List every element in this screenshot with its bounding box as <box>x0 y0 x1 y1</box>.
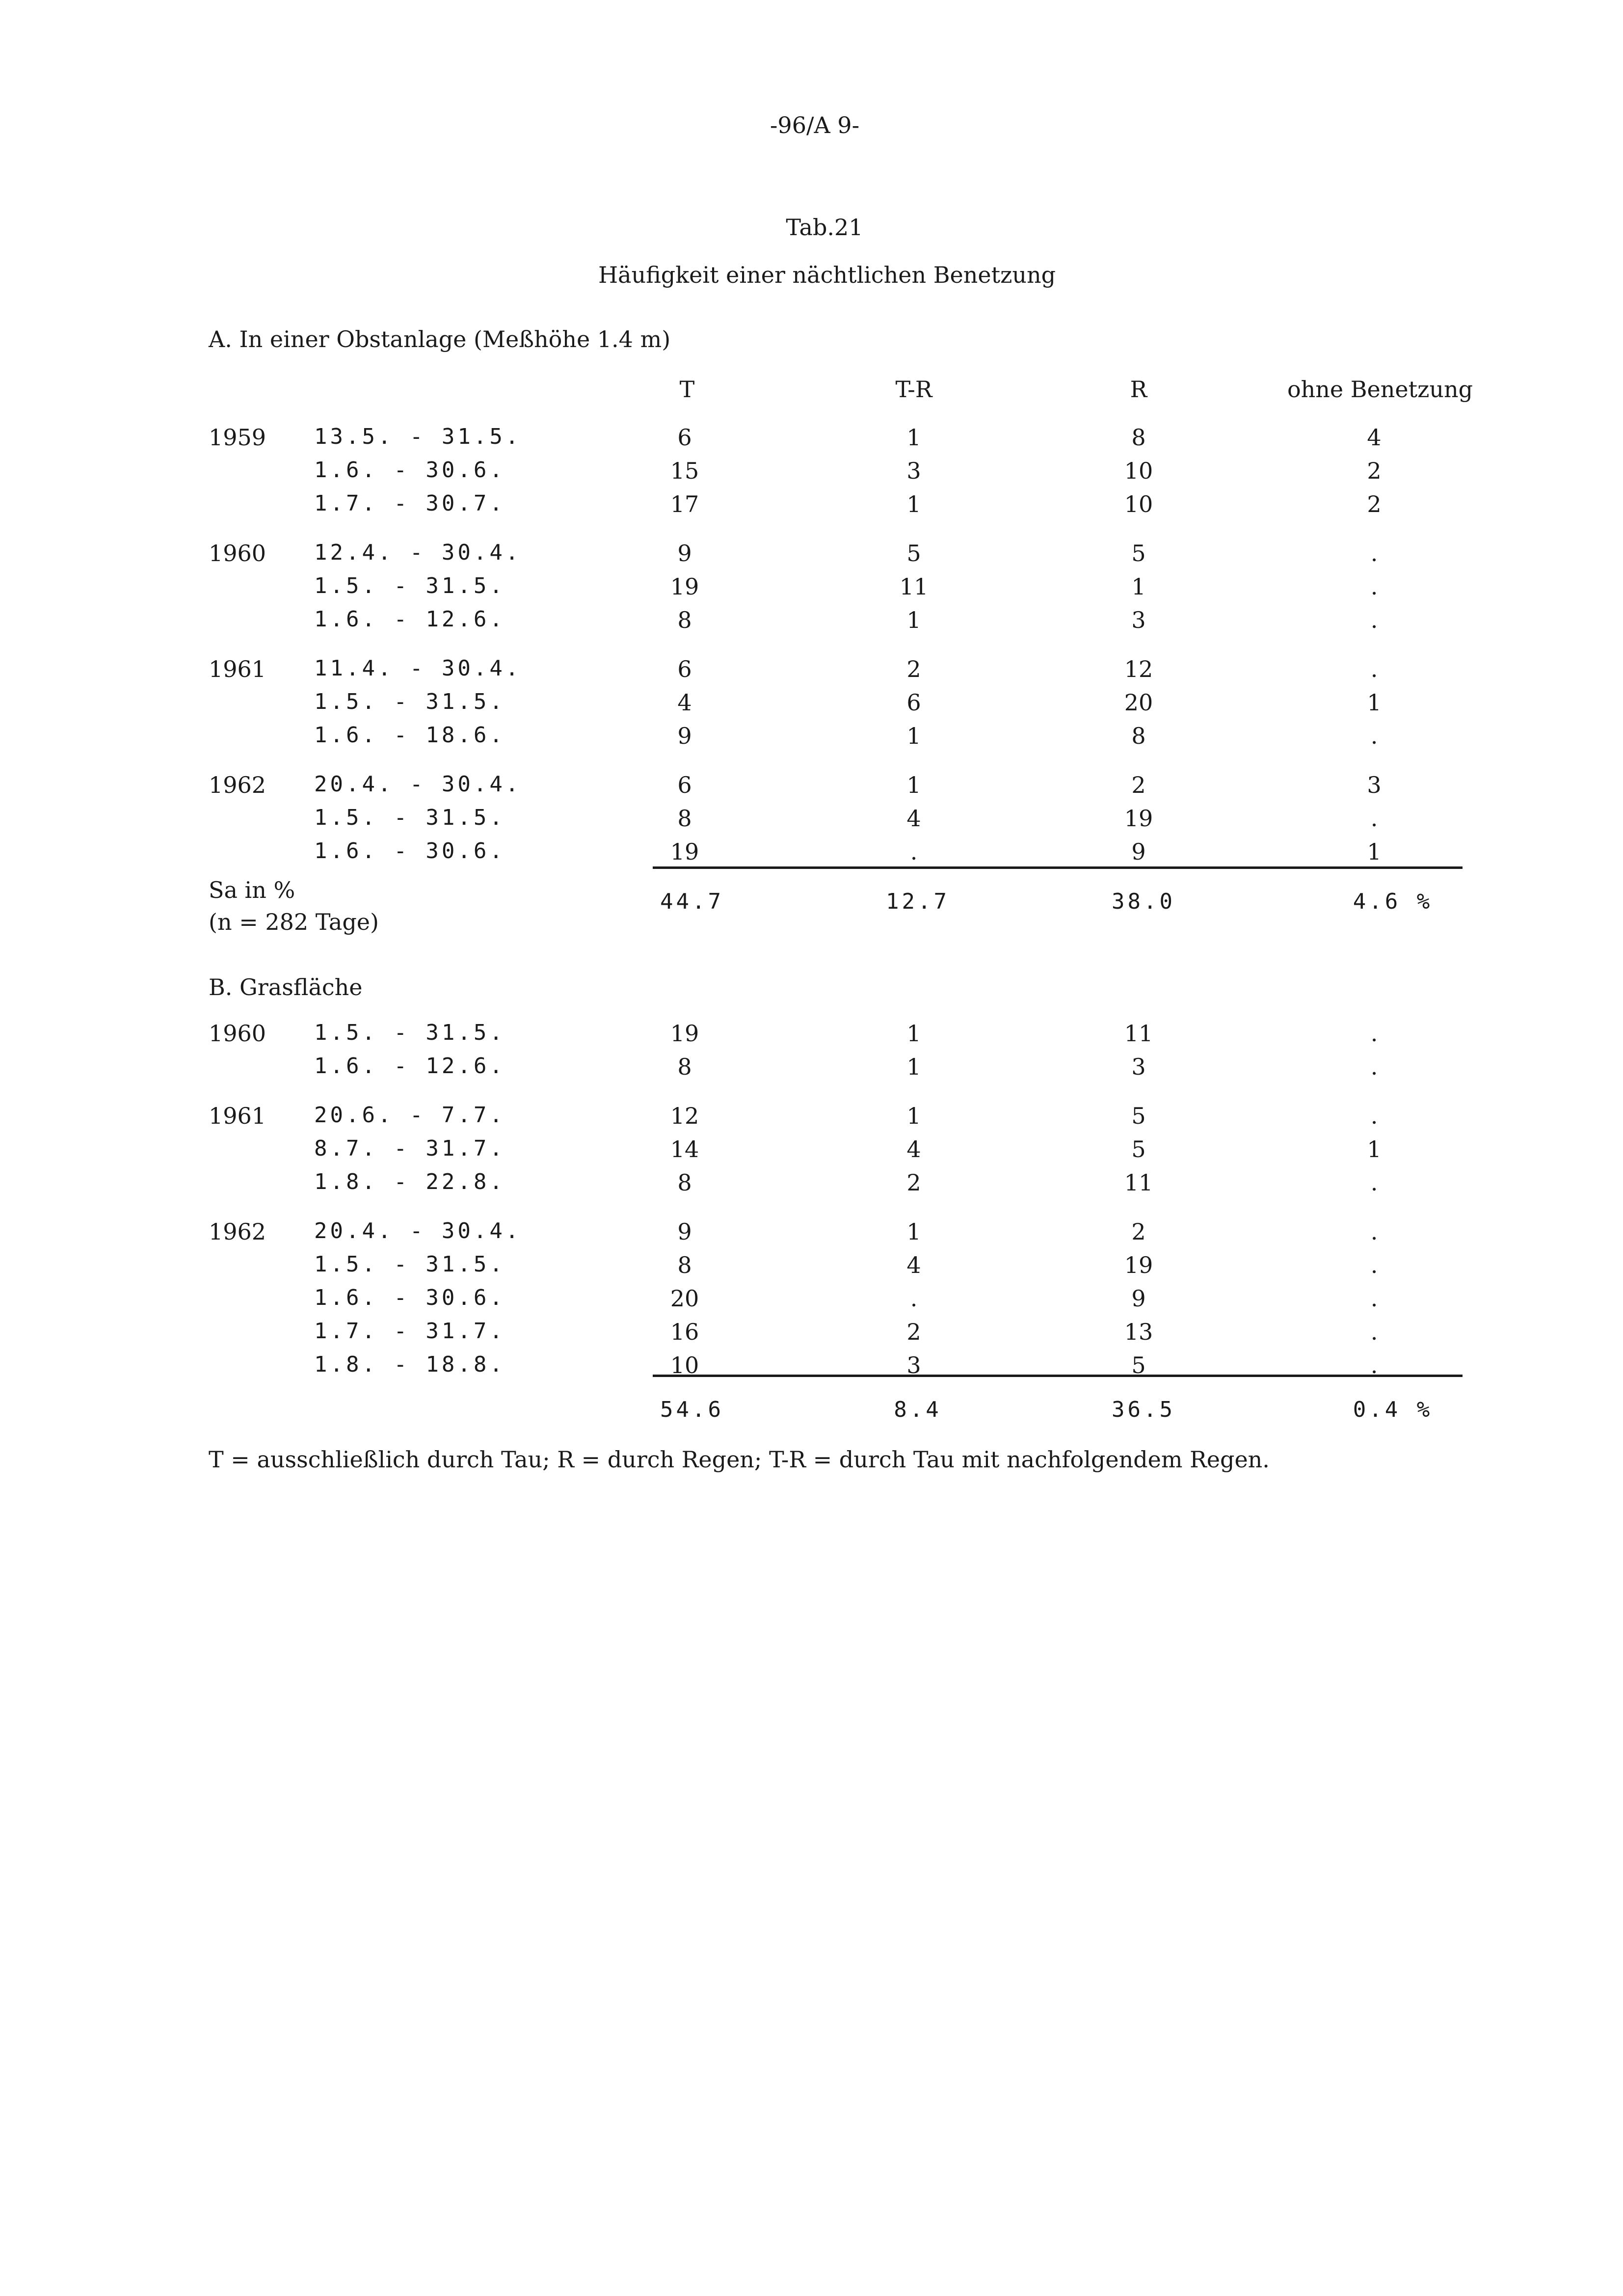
value-cell: 1 <box>1131 573 1146 600</box>
value-cell: 9 <box>1131 1285 1146 1312</box>
value-cell: . <box>1370 1252 1378 1278</box>
value-cell: . <box>1370 1218 1378 1245</box>
value-cell: 11 <box>899 573 929 600</box>
year-label: 1959 <box>209 424 266 451</box>
value-cell: 1 <box>906 1053 921 1080</box>
value-cell: . <box>1370 1319 1378 1345</box>
column-header-t-r: T-R <box>895 376 932 403</box>
period-cell: 1.6. - 30.6. <box>314 838 506 864</box>
value-cell: . <box>1370 656 1378 682</box>
value-cell: 1 <box>1367 838 1382 865</box>
value-cell: . <box>1370 573 1378 600</box>
value-cell: . <box>1370 1285 1378 1312</box>
period-cell: 20.4. - 30.4. <box>314 772 522 797</box>
value-cell: 8 <box>677 607 692 633</box>
period-cell: 1.5. - 31.5. <box>314 573 506 598</box>
value-cell: 9 <box>677 1218 692 1245</box>
period-cell: 1.6. - 30.6. <box>314 458 506 483</box>
value-cell: 3 <box>1131 1053 1146 1080</box>
value-cell: 4 <box>906 1136 921 1162</box>
value-cell: 2 <box>906 656 921 682</box>
value-cell: 14 <box>670 1136 699 1162</box>
section-b-total-r: 36.5 <box>1112 1397 1175 1422</box>
footnote: T = ausschließlich durch Tau; R = durch Regen; T-R = durch Tau mit nachfolgendem Regen. <box>209 1446 1270 1473</box>
value-cell: 10 <box>670 1352 699 1378</box>
section-b-total-t-r: 8.4 <box>894 1397 942 1422</box>
value-cell: . <box>1370 723 1378 749</box>
section-a-summary-note: (n = 282 Tage) <box>209 909 379 935</box>
period-cell: 1.6. - 18.6. <box>314 723 506 748</box>
value-cell: . <box>1370 1103 1378 1129</box>
year-label: 1960 <box>209 1020 266 1047</box>
section-a-summary-label: Sa in % <box>209 877 295 903</box>
section-b-total-ohne: 0.4 % <box>1353 1397 1433 1422</box>
value-cell: 5 <box>1131 540 1146 567</box>
value-cell: 1 <box>906 772 921 798</box>
period-cell: 1.8. - 22.8. <box>314 1169 506 1194</box>
value-cell: 1 <box>906 1218 921 1245</box>
value-cell: 11 <box>1124 1169 1153 1196</box>
period-cell: 20.4. - 30.4. <box>314 1218 522 1243</box>
value-cell: 19 <box>670 838 699 865</box>
value-cell: 6 <box>677 772 692 798</box>
value-cell: 2 <box>906 1169 921 1196</box>
value-cell: . <box>910 838 918 865</box>
value-cell: 8 <box>1131 424 1146 451</box>
value-cell: 4 <box>906 1252 921 1278</box>
value-cell: 2 <box>1367 491 1382 517</box>
value-cell: 20 <box>1124 689 1153 716</box>
value-cell: 8 <box>1131 723 1146 749</box>
section-a-total-r: 38.0 <box>1112 889 1175 914</box>
value-cell: 2 <box>1131 772 1146 798</box>
section-b-title: B. Grasfläche <box>209 974 363 1000</box>
year-label: 1960 <box>209 540 266 567</box>
value-cell: 1 <box>906 723 921 749</box>
period-cell: 1.6. - 30.6. <box>314 1285 506 1310</box>
column-header-t: T <box>679 376 695 403</box>
value-cell: 5 <box>906 540 921 567</box>
value-cell: 20 <box>670 1285 699 1312</box>
period-cell: 20.6. - 7.7. <box>314 1103 506 1128</box>
section-a-total-t: 44.7 <box>660 889 724 914</box>
value-cell: . <box>1370 1352 1378 1378</box>
value-cell: 4 <box>906 805 921 832</box>
value-cell: 1 <box>1367 689 1382 716</box>
value-cell: 11 <box>1124 1020 1153 1047</box>
value-cell: . <box>1370 1169 1378 1196</box>
value-cell: 8 <box>677 1053 692 1080</box>
period-cell: 1.7. - 31.7. <box>314 1319 506 1344</box>
value-cell: 4 <box>1367 424 1382 451</box>
period-cell: 1.6. - 12.6. <box>314 607 506 632</box>
year-label: 1962 <box>209 772 266 798</box>
period-cell: 1.7. - 30.7. <box>314 491 506 516</box>
page-number: -96/A 9- <box>770 112 860 138</box>
column-header-r: R <box>1130 376 1147 403</box>
value-cell: 5 <box>1131 1352 1146 1378</box>
value-cell: . <box>1370 805 1378 832</box>
value-cell: 13 <box>1124 1319 1153 1345</box>
value-cell: 8 <box>677 1252 692 1278</box>
value-cell: 1 <box>906 607 921 633</box>
section-a-total-t-r: 12.7 <box>886 889 950 914</box>
year-label: 1962 <box>209 1218 266 1245</box>
value-cell: 3 <box>906 458 921 484</box>
period-cell: 13.5. - 31.5. <box>314 424 522 449</box>
value-cell: 19 <box>1124 1252 1153 1278</box>
year-label: 1961 <box>209 656 266 682</box>
period-cell: 1.5. - 31.5. <box>314 1252 506 1277</box>
period-cell: 8.7. - 31.7. <box>314 1136 506 1161</box>
value-cell: 2 <box>1131 1218 1146 1245</box>
value-cell: 9 <box>677 723 692 749</box>
section-b-total-rule <box>653 1375 1463 1377</box>
value-cell: 1 <box>1367 1136 1382 1162</box>
table-label: Tab.21 <box>786 214 863 241</box>
value-cell: 6 <box>677 424 692 451</box>
value-cell: 2 <box>906 1319 921 1345</box>
value-cell: 5 <box>1131 1136 1146 1162</box>
value-cell: 10 <box>1124 458 1153 484</box>
table-title: Häufigkeit einer nächtlichen Benetzung <box>598 262 1056 288</box>
period-cell: 1.8. - 18.8. <box>314 1352 506 1377</box>
value-cell: 3 <box>906 1352 921 1378</box>
value-cell: 2 <box>1367 458 1382 484</box>
value-cell: 16 <box>670 1319 699 1345</box>
value-cell: 9 <box>1131 838 1146 865</box>
period-cell: 1.5. - 31.5. <box>314 805 506 830</box>
value-cell: . <box>1370 540 1378 567</box>
period-cell: 1.6. - 12.6. <box>314 1053 506 1079</box>
value-cell: 12 <box>1124 656 1153 682</box>
value-cell: 4 <box>677 689 692 716</box>
value-cell: 12 <box>670 1103 699 1129</box>
period-cell: 1.5. - 31.5. <box>314 689 506 714</box>
value-cell: . <box>1370 1053 1378 1080</box>
value-cell: 19 <box>670 573 699 600</box>
value-cell: 8 <box>677 1169 692 1196</box>
value-cell: 6 <box>906 689 921 716</box>
column-header-ohne-benetzung: ohne Benetzung <box>1287 376 1473 403</box>
value-cell: 19 <box>1124 805 1153 832</box>
period-cell: 11.4. - 30.4. <box>314 656 522 681</box>
value-cell: 17 <box>670 491 699 517</box>
value-cell: 3 <box>1367 772 1382 798</box>
value-cell: 6 <box>677 656 692 682</box>
value-cell: 8 <box>677 805 692 832</box>
value-cell: 19 <box>670 1020 699 1047</box>
value-cell: . <box>1370 1020 1378 1047</box>
section-b-total-t: 54.6 <box>660 1397 724 1422</box>
value-cell: 3 <box>1131 607 1146 633</box>
year-label: 1961 <box>209 1103 266 1129</box>
section-a-total-ohne: 4.6 % <box>1353 889 1433 914</box>
value-cell: 1 <box>906 491 921 517</box>
value-cell: 1 <box>906 1103 921 1129</box>
value-cell: 9 <box>677 540 692 567</box>
value-cell: . <box>1370 607 1378 633</box>
period-cell: 1.5. - 31.5. <box>314 1020 506 1045</box>
value-cell: 5 <box>1131 1103 1146 1129</box>
value-cell: 10 <box>1124 491 1153 517</box>
value-cell: 1 <box>906 1020 921 1047</box>
section-a-total-rule <box>653 866 1463 869</box>
section-a-title: A. In einer Obstanlage (Meßhöhe 1.4 m) <box>209 326 671 352</box>
value-cell: 1 <box>906 424 921 451</box>
period-cell: 12.4. - 30.4. <box>314 540 522 565</box>
value-cell: 15 <box>670 458 699 484</box>
value-cell: . <box>910 1285 918 1312</box>
